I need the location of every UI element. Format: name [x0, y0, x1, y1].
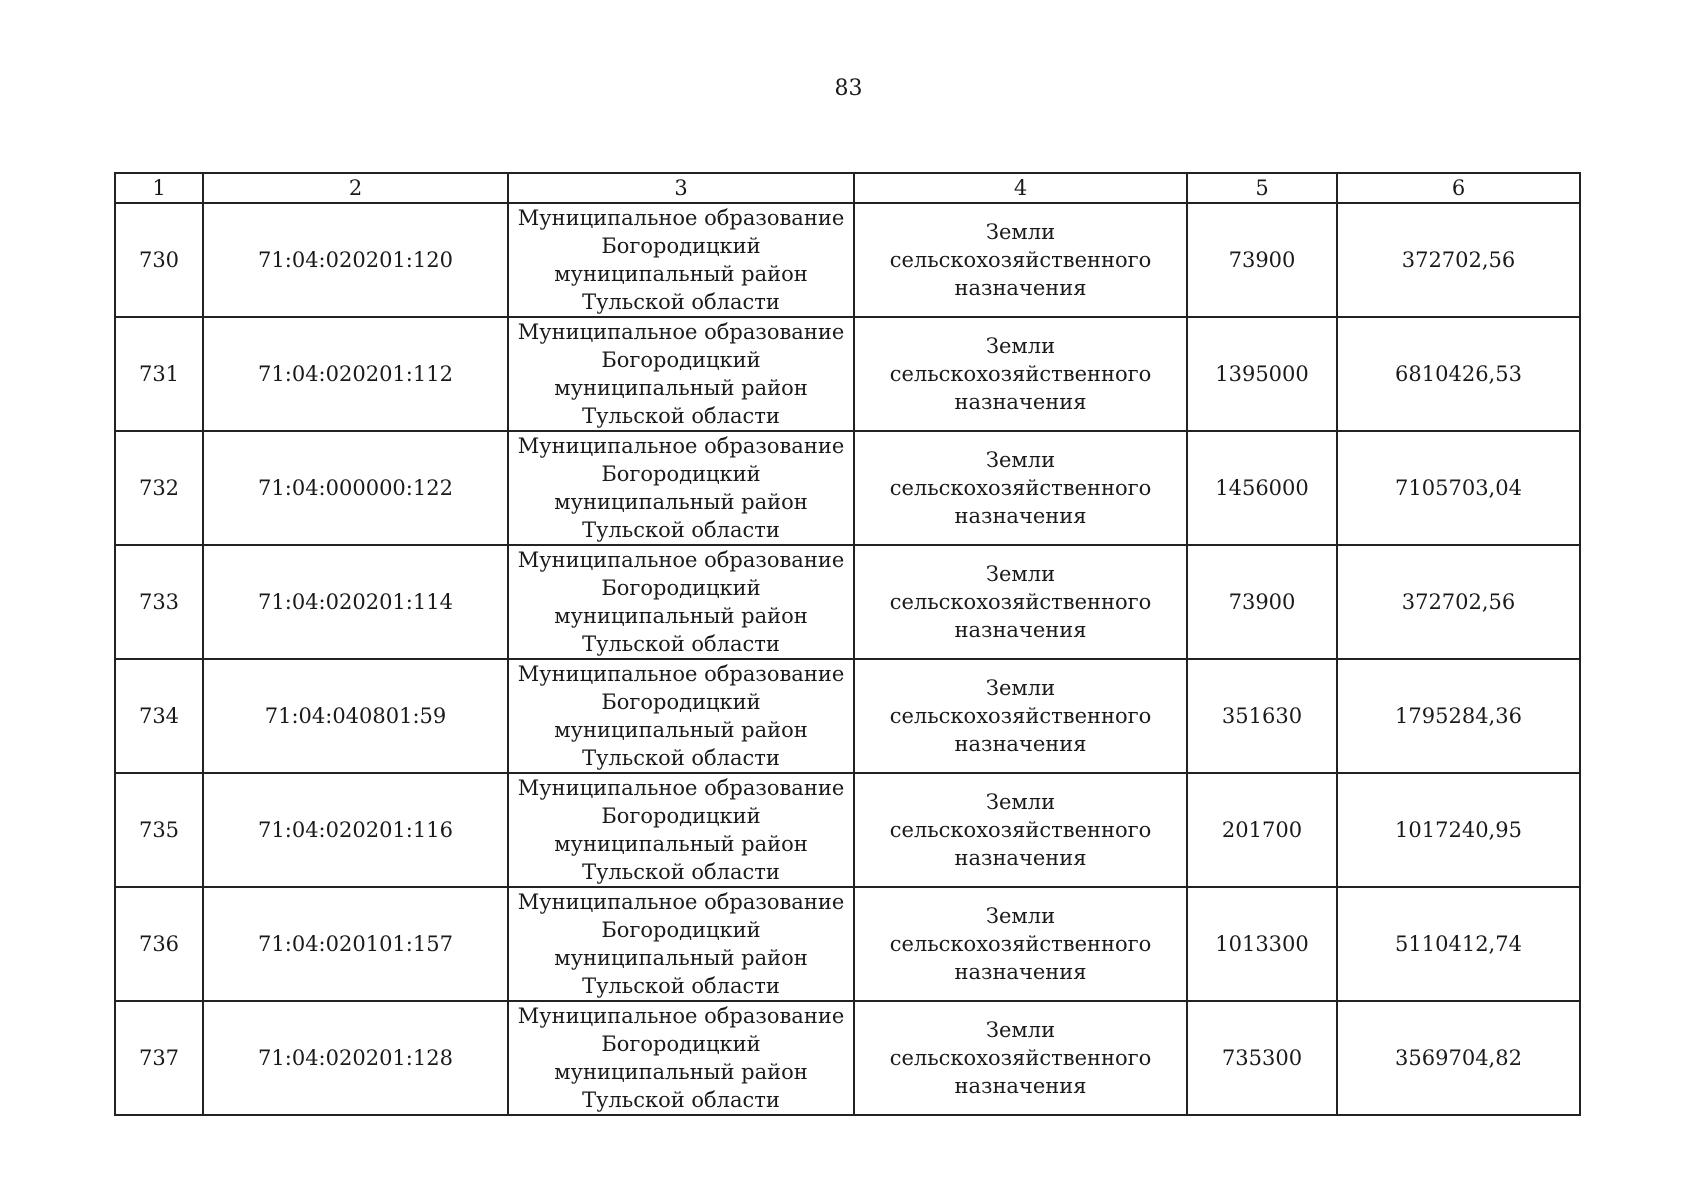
column-header: 5 [1187, 173, 1337, 203]
cadastral-number-cell: 71:04:020201:116 [203, 773, 508, 887]
cadastral-value-cell: 7105703,04 [1337, 431, 1580, 545]
table-row [115, 887, 1580, 1001]
column-header: 3 [508, 173, 854, 203]
owner-cell: Муниципальное образование Богородицкий муниципальный район Тульской области [508, 203, 854, 317]
column-header: 1 [115, 173, 203, 203]
row-number-cell: 734 [115, 659, 203, 773]
row-number-cell: 733 [115, 545, 203, 659]
land-registry-table [114, 172, 1581, 1116]
area-cell: 1013300 [1187, 887, 1337, 1001]
cadastral-number-cell: 71:04:020201:128 [203, 1001, 508, 1115]
row-number-cell: 736 [115, 887, 203, 1001]
row-number-cell: 732 [115, 431, 203, 545]
land-category-cell: Земли сельскохозяйственного назначения [854, 203, 1187, 317]
land-category-cell: Земли сельскохозяйственного назначения [854, 773, 1187, 887]
owner-cell: Муниципальное образование Богородицкий муниципальный район Тульской области [508, 545, 854, 659]
owner-cell: Муниципальное образование Богородицкий муниципальный район Тульской области [508, 317, 854, 431]
table-row [115, 317, 1580, 431]
owner-cell: Муниципальное образование Богородицкий муниципальный район Тульской области [508, 887, 854, 1001]
area-cell: 201700 [1187, 773, 1337, 887]
owner-cell: Муниципальное образование Богородицкий муниципальный район Тульской области [508, 431, 854, 545]
area-cell: 73900 [1187, 203, 1337, 317]
area-cell: 351630 [1187, 659, 1337, 773]
cadastral-number-cell: 71:04:040801:59 [203, 659, 508, 773]
table-row [115, 203, 1580, 317]
cadastral-value-cell: 372702,56 [1337, 203, 1580, 317]
row-number-cell: 730 [115, 203, 203, 317]
owner-cell: Муниципальное образование Богородицкий муниципальный район Тульской области [508, 659, 854, 773]
table-row [115, 545, 1580, 659]
cadastral-number-cell: 71:04:020201:114 [203, 545, 508, 659]
column-number-row [115, 173, 1580, 203]
cadastral-number-cell: 71:04:020201:112 [203, 317, 508, 431]
cadastral-value-cell: 5110412,74 [1337, 887, 1580, 1001]
land-category-cell: Земли сельскохозяйственного назначения [854, 431, 1187, 545]
table-row [115, 659, 1580, 773]
column-header: 6 [1337, 173, 1580, 203]
land-category-cell: Земли сельскохозяйственного назначения [854, 545, 1187, 659]
land-category-cell: Земли сельскохозяйственного назначения [854, 317, 1187, 431]
land-category-cell: Земли сельскохозяйственного назначения [854, 659, 1187, 773]
cadastral-value-cell: 3569704,82 [1337, 1001, 1580, 1115]
cadastral-value-cell: 372702,56 [1337, 545, 1580, 659]
table-row [115, 431, 1580, 545]
area-cell: 73900 [1187, 545, 1337, 659]
area-cell: 735300 [1187, 1001, 1337, 1115]
land-category-cell: Земли сельскохозяйственного назначения [854, 887, 1187, 1001]
cadastral-value-cell: 1795284,36 [1337, 659, 1580, 773]
table-row [115, 1001, 1580, 1115]
cadastral-number-cell: 71:04:020201:120 [203, 203, 508, 317]
row-number-cell: 735 [115, 773, 203, 887]
area-cell: 1395000 [1187, 317, 1337, 431]
area-cell: 1456000 [1187, 431, 1337, 545]
row-number-cell: 731 [115, 317, 203, 431]
owner-cell: Муниципальное образование Богородицкий муниципальный район Тульской области [508, 1001, 854, 1115]
cadastral-value-cell: 6810426,53 [1337, 317, 1580, 431]
table-row [115, 773, 1580, 887]
column-header: 4 [854, 173, 1187, 203]
cadastral-value-cell: 1017240,95 [1337, 773, 1580, 887]
cadastral-number-cell: 71:04:000000:122 [203, 431, 508, 545]
cadastral-number-cell: 71:04:020101:157 [203, 887, 508, 1001]
row-number-cell: 737 [115, 1001, 203, 1115]
land-category-cell: Земли сельскохозяйственного назначения [854, 1001, 1187, 1115]
owner-cell: Муниципальное образование Богородицкий муниципальный район Тульской области [508, 773, 854, 887]
column-header: 2 [203, 173, 508, 203]
page-number: 83 [834, 76, 863, 101]
